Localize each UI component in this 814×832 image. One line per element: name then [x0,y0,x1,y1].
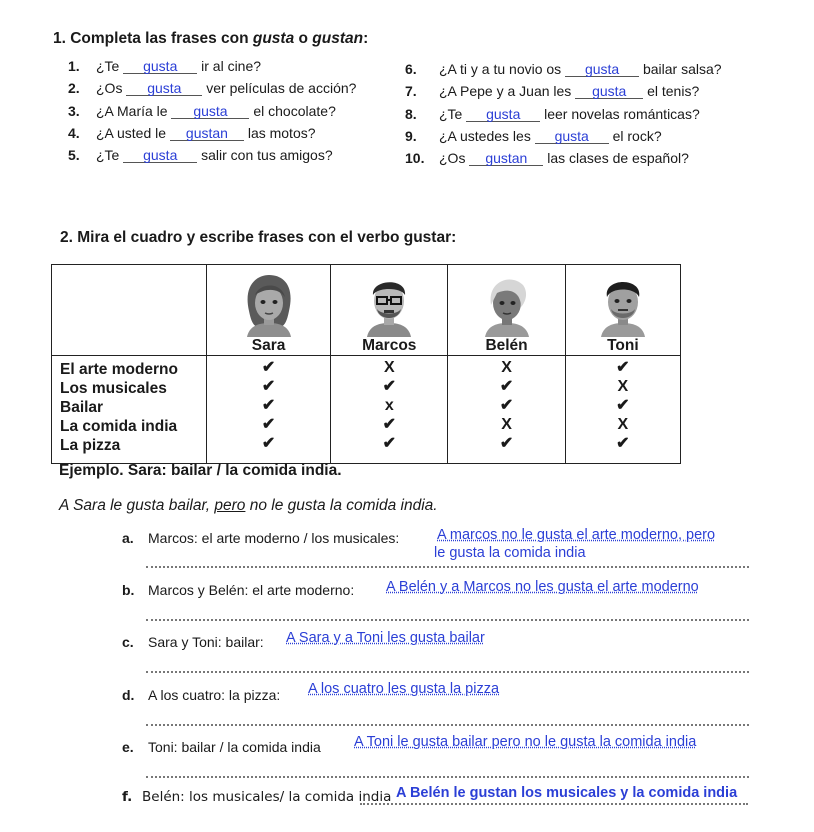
mark: ✔ [382,435,396,452]
belen-avatar-icon [475,271,539,337]
mark: x [384,397,394,414]
row-label: La pizza [60,437,121,454]
row-label: Bailar [60,399,104,416]
question-7: 7. ¿A Pepe y a Juan les gusta el tenis? [405,83,700,99]
question-2: 2. ¿Os gusta ver películas de acción? [68,80,357,96]
header-sara [207,265,331,356]
row-label: La comida india [60,418,178,435]
section1-title: 1. Completa las frases con gusta o gustan: [53,30,369,47]
answer-blank[interactable]: gusta [171,104,249,119]
mark: ✔ [499,397,514,414]
sara-avatar-icon [237,271,301,337]
answer-blank[interactable]: gusta [126,81,202,96]
answer-blank[interactable]: gusta [123,59,197,74]
question-1: 1. ¿Te gusta ir al cine? [68,58,262,74]
item-b-prompt: b. Marcos y Belén: el arte moderno: [122,582,355,598]
item-f-prompt: f. Belén: los musicales/ la comida india [122,789,392,805]
marcos-avatar-icon [357,271,421,337]
answer-blank[interactable]: gusta [123,148,197,163]
mark: ✔ [261,397,276,414]
mark: ✔ [616,359,630,376]
answer-line [146,724,749,726]
question-8: 8. ¿Te gusta leer novelas románticas? [405,106,700,122]
mark: ✔ [261,416,276,433]
item-c-prompt: c. Sara y Toni: bailar: [122,634,264,650]
mark: X [501,416,512,433]
mark: ✔ [261,435,276,452]
person-name: Sara [251,337,286,354]
mark: ✔ [261,359,276,376]
question-5: 5. ¿Te gusta salir con tus amigos? [68,147,333,163]
mark: X [617,378,629,395]
mark: ✔ [616,397,630,414]
item-d-prompt: d. A los cuatro: la pizza: [122,687,281,703]
person-name: Belén [485,337,528,354]
answer-line [146,671,749,673]
person-name: Marcos [362,337,417,354]
item-b-answer[interactable]: A Belén y a Marcos no les gusta el arte moderno [386,579,699,595]
row-labels-cell [52,356,207,464]
marks-sara [207,356,331,464]
row-label: Los musicales [60,380,167,397]
mark: X [501,359,512,376]
likes-table [51,264,681,464]
mark: ✔ [382,416,396,433]
answer-line [360,803,748,805]
item-e-answer[interactable]: A Toni le gusta bailar pero no le gusta la comida india [354,734,697,750]
item-c-answer[interactable]: A Sara y a Toni les gusta bailar [286,630,485,646]
mark: ✔ [382,378,396,395]
question-9: 9. ¿A ustedes les gusta el rock? [405,128,662,144]
item-f-answer[interactable]: A Belén le gustan los musicales y la comida india [396,785,738,801]
answer-blank[interactable]: gusta [575,84,643,99]
marks-toni [565,356,680,464]
item-d-answer[interactable]: A los cuatro les gusta la pizza [308,681,500,697]
question-10: 10. ¿Os gustan las clases de español? [405,150,689,166]
mark: ✔ [616,435,630,452]
answer-blank[interactable]: gustan [170,126,244,141]
item-a-prompt: a. Marcos: el arte moderno / los musicales: [122,530,400,546]
example-sentence: A Sara le gusta bailar, pero no le gusta la comida india. [59,497,438,514]
marks-belen [448,356,565,464]
table-corner-cell [52,265,207,356]
answer-line [146,776,749,778]
table-body-row [52,356,681,464]
item-a-answer-line2[interactable]: le gusta la comida india [434,545,586,561]
mark: ✔ [499,435,514,452]
answer-blank[interactable]: gusta [565,62,639,77]
header-toni [565,265,680,356]
mark: X [383,359,395,376]
toni-avatar-icon [591,271,655,337]
person-name: Toni [607,337,639,354]
item-a-answer[interactable]: A marcos no le gusta el arte moderno, pero [437,527,716,543]
item-e-prompt: e. Toni: bailar / la comida india [122,739,321,755]
mark: ✔ [499,378,514,395]
question-4: 4. ¿A usted le gustan las motos? [68,125,316,141]
header-belen [448,265,565,356]
mark: ✔ [261,378,276,395]
answer-line [146,566,749,568]
question-3: 3. ¿A María le gusta el chocolate? [68,103,336,119]
table-header-row [52,265,681,356]
row-label: El arte moderno [60,361,178,378]
marks-marcos [331,356,448,464]
answer-blank[interactable]: gustan [469,151,543,166]
answer-blank[interactable]: gusta [466,107,540,122]
mark: X [617,416,629,433]
answer-blank[interactable]: gusta [535,129,609,144]
answer-line [146,619,749,621]
header-marcos [331,265,448,356]
question-6: 6. ¿A ti y a tu novio os gusta bailar salsa? [405,61,722,77]
section2-title: 2. Mira el cuadro y escribe frases con el verbo gustar: [60,229,457,246]
example-label: Ejemplo. Sara: bailar / la comida india. [59,462,342,479]
